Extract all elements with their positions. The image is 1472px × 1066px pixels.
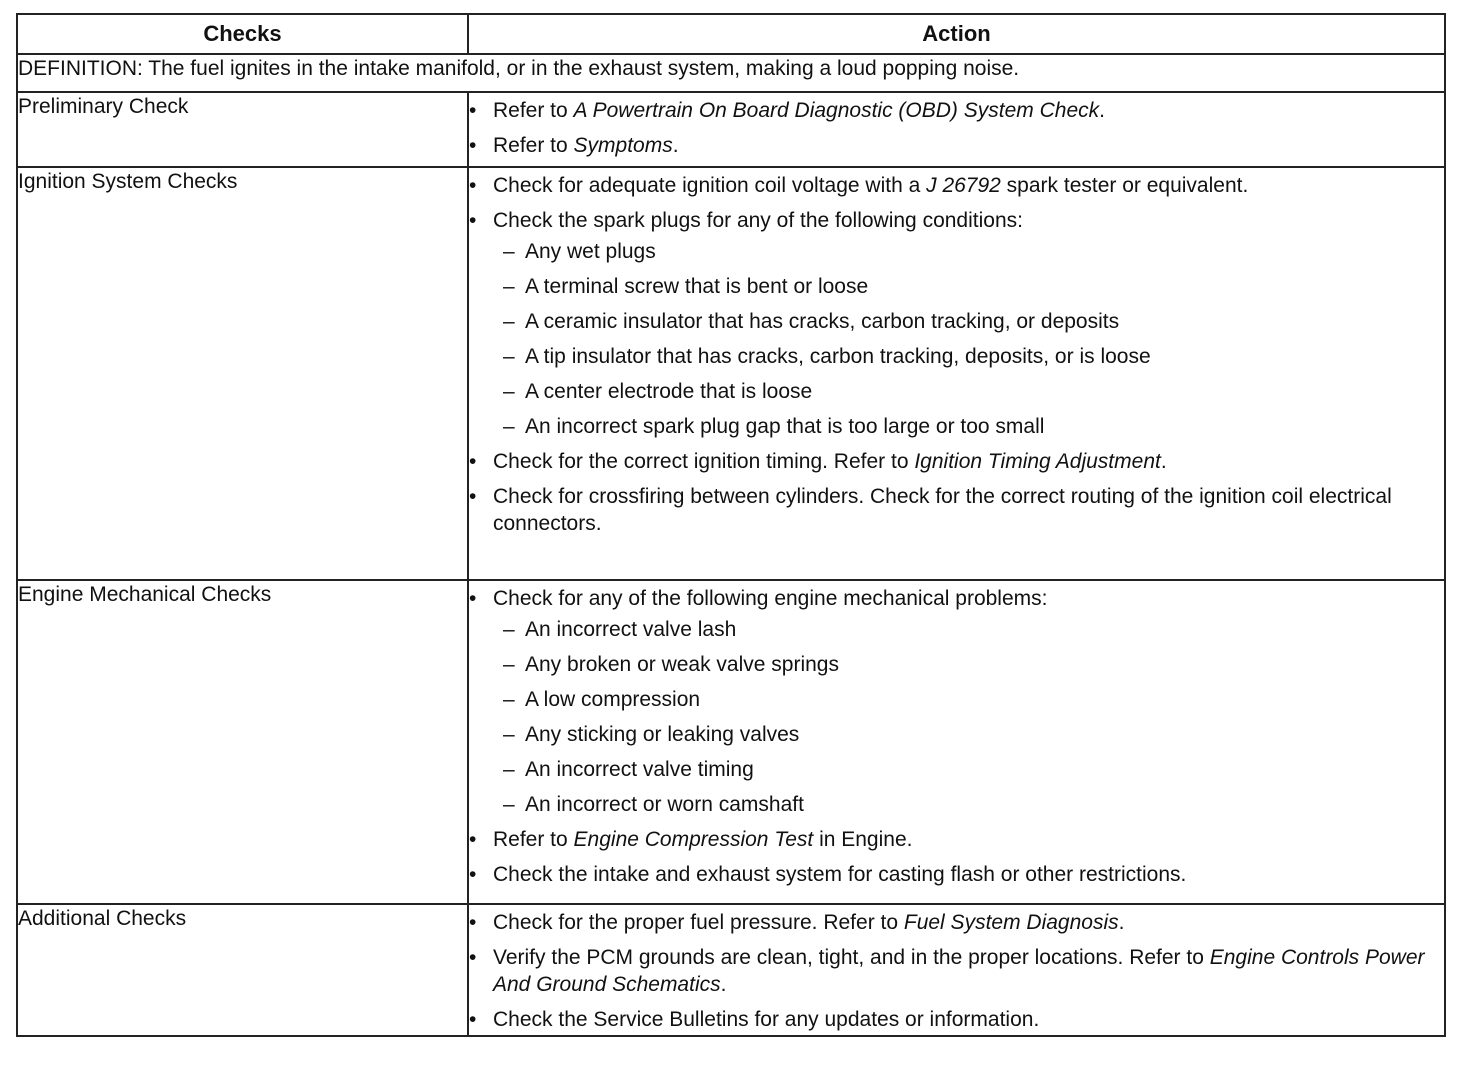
reference-text: A Powertrain On Board Diagnostic (OBD) System Check: [573, 99, 1100, 122]
action-item: [469, 132, 1444, 159]
table-row: [17, 580, 1445, 904]
bullet-icon: •: [469, 134, 477, 157]
dash-icon: –: [503, 688, 515, 711]
sub-item-text: A center electrode that is loose: [525, 380, 813, 403]
check-name: Preliminary Check: [17, 92, 468, 167]
sub-item-text: A terminal screw that is bent or loose: [525, 275, 869, 298]
header-row: [17, 14, 1445, 54]
action-cell: [468, 167, 1445, 580]
action-list: [469, 97, 1444, 159]
reference-text: J 26792: [926, 174, 1001, 197]
action-text-after: .: [672, 134, 679, 157]
sub-item-text: Any wet plugs: [525, 240, 656, 263]
action-text: Check for adequate ignition coil voltage with a: [493, 174, 927, 197]
bullet-icon: •: [469, 174, 477, 197]
sub-item: [503, 308, 1444, 335]
dash-icon: –: [503, 310, 515, 333]
dash-icon: –: [503, 380, 515, 403]
action-text: Refer to: [493, 134, 574, 157]
dash-icon: –: [503, 618, 515, 641]
bullet-icon: •: [469, 587, 477, 610]
sub-item-text: An incorrect valve timing: [525, 758, 754, 781]
action-cell: [468, 92, 1445, 167]
sub-item-text: Any sticking or leaking valves: [525, 723, 800, 746]
action-text: Check for the correct ignition timing. Refer to: [493, 450, 915, 473]
reference-text: Ignition Timing Adjustment: [914, 450, 1161, 473]
sub-item: [503, 378, 1444, 405]
action-text-after: .: [720, 973, 727, 996]
sub-item: [503, 721, 1444, 748]
action-text: Check the intake and exhaust system for casting flash or other restrictions.: [493, 863, 1187, 886]
definition-row: [17, 54, 1445, 92]
dash-icon: –: [503, 240, 515, 263]
sub-item-text: A ceramic insulator that has cracks, carbon tracking, or deposits: [525, 310, 1120, 333]
sub-item: [503, 791, 1444, 818]
action-text: Check the Service Bulletins for any updates or information.: [493, 1008, 1040, 1031]
sub-item-text: An incorrect or worn camshaft: [525, 793, 804, 816]
bullet-icon: •: [469, 946, 477, 969]
sub-list: [493, 238, 1444, 440]
sub-item: [503, 413, 1444, 440]
reference-text: Symptoms: [573, 134, 673, 157]
definition-text: DEFINITION: The fuel ignites in the intake manifold, or in the exhaust system, making a loud popping noise.: [17, 54, 1445, 92]
sub-item-text: A tip insulator that has cracks, carbon tracking, deposits, or is loose: [525, 345, 1151, 368]
action-text: Verify the PCM grounds are clean, tight, and in the proper locations. Refer to: [493, 946, 1210, 969]
action-text: Refer to: [493, 99, 574, 122]
sub-item: [503, 651, 1444, 678]
table-row: [17, 904, 1445, 1036]
table-row: [17, 167, 1445, 580]
bullet-icon: •: [469, 450, 477, 473]
dash-icon: –: [503, 723, 515, 746]
action-item: [469, 207, 1444, 440]
bullet-icon: •: [469, 911, 477, 934]
action-item: [469, 448, 1444, 475]
sub-item-text: A low compression: [525, 688, 701, 711]
bullet-icon: •: [469, 863, 477, 886]
action-text-after: .: [1160, 450, 1167, 473]
check-name: Additional Checks: [17, 904, 468, 1036]
reference-text: Engine Compression Test: [573, 828, 814, 851]
action-cell: [468, 580, 1445, 904]
bullet-icon: •: [469, 828, 477, 851]
sub-item-text: An incorrect valve lash: [525, 618, 737, 641]
action-cell: [468, 904, 1445, 1036]
action-item: [469, 172, 1444, 199]
bullet-icon: •: [469, 1008, 477, 1031]
dash-icon: –: [503, 345, 515, 368]
dash-icon: –: [503, 793, 515, 816]
sub-item-text: Any broken or weak valve springs: [525, 653, 839, 676]
sub-item: [503, 273, 1444, 300]
action-item: [469, 1006, 1444, 1033]
action-text: Refer to: [493, 828, 574, 851]
check-name: Engine Mechanical Checks: [17, 580, 468, 904]
dash-icon: –: [503, 275, 515, 298]
action-text-after: in Engine.: [813, 828, 913, 851]
action-text: Check for crossfiring between cylinders. Check for the correct routing of the ignition coil electrical connectors.: [493, 485, 1392, 535]
checks-header: Checks: [17, 14, 468, 54]
action-list: [469, 172, 1444, 537]
action-item: [469, 483, 1444, 537]
dash-icon: –: [503, 653, 515, 676]
action-text: Check the spark plugs for any of the following conditions:: [493, 209, 1023, 232]
action-item: [469, 861, 1444, 888]
action-item: [469, 585, 1444, 818]
sub-item: [503, 238, 1444, 265]
sub-list: [493, 616, 1444, 818]
bullet-icon: •: [469, 99, 477, 122]
action-list: [469, 585, 1444, 888]
action-text: Check for the proper fuel pressure. Refer to: [493, 911, 904, 934]
check-name: Ignition System Checks: [17, 167, 468, 580]
table-row: [17, 92, 1445, 167]
bullet-icon: •: [469, 485, 477, 508]
sub-item: [503, 616, 1444, 643]
bullet-icon: •: [469, 209, 477, 232]
action-header: Action: [468, 14, 1445, 54]
sub-item-text: An incorrect spark plug gap that is too large or too small: [525, 415, 1045, 438]
action-text-after: spark tester or equivalent.: [1000, 174, 1249, 197]
action-text-after: .: [1118, 911, 1125, 934]
action-item: [469, 97, 1444, 124]
sub-item: [503, 343, 1444, 370]
action-text: Check for any of the following engine mechanical problems:: [493, 587, 1048, 610]
dash-icon: –: [503, 758, 515, 781]
diagnostic-table: [16, 13, 1446, 1037]
action-item: [469, 909, 1444, 936]
reference-text: Fuel System Diagnosis: [903, 911, 1119, 934]
action-item: [469, 826, 1444, 853]
reference-text: Engine Controls Power And Ground Schematics: [493, 946, 1425, 996]
sub-item: [503, 686, 1444, 713]
dash-icon: –: [503, 415, 515, 438]
action-list: [469, 909, 1444, 1033]
action-text-after: .: [1099, 99, 1105, 122]
sub-item: [503, 756, 1444, 783]
action-item: [469, 944, 1444, 998]
